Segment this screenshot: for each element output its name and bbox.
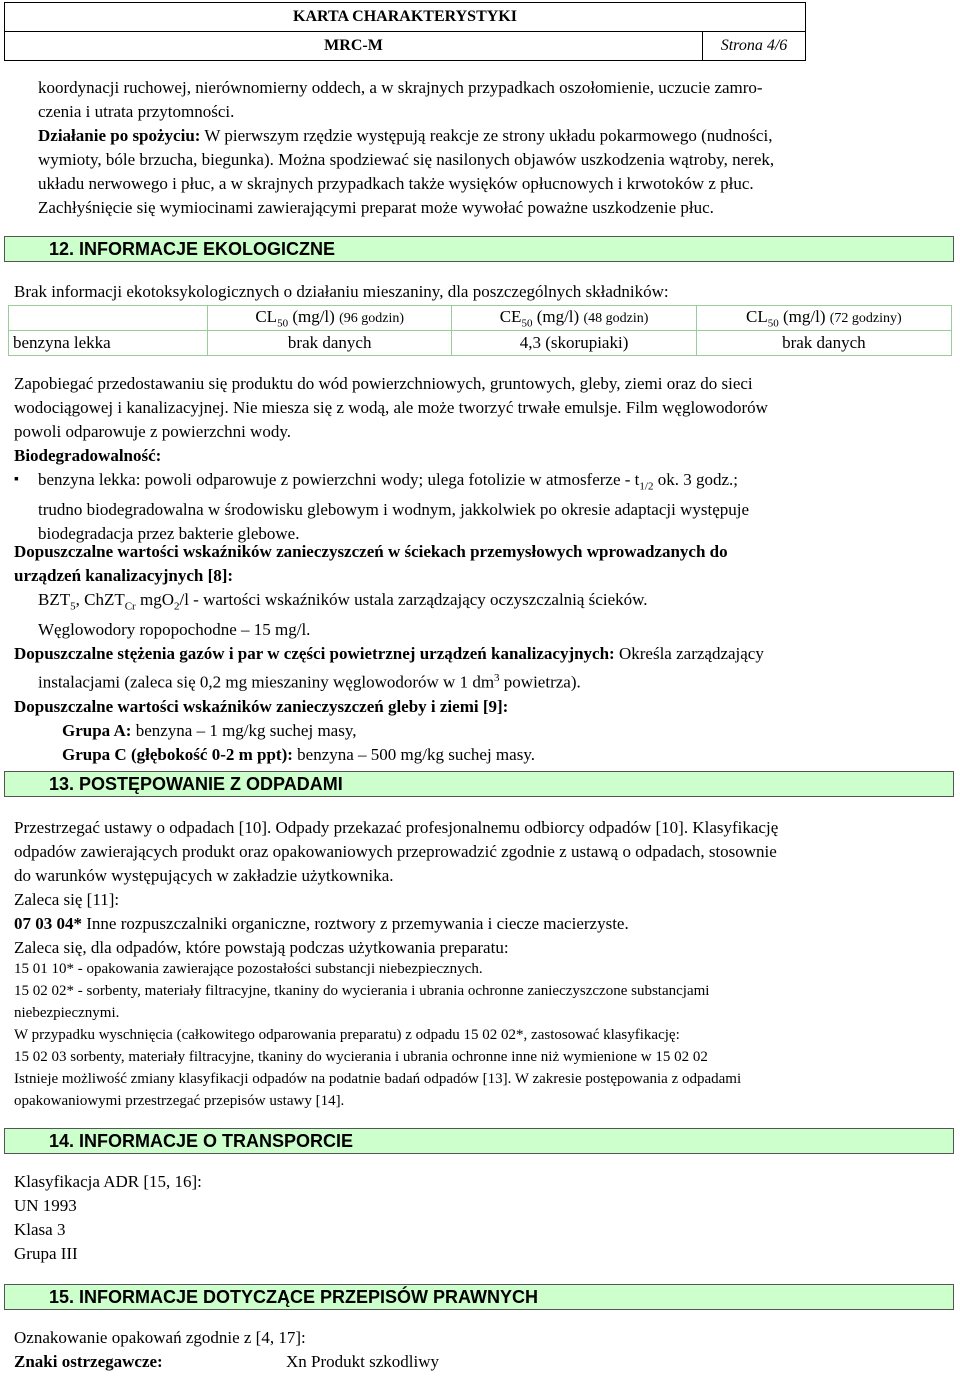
table-cell: brak danych — [696, 331, 951, 356]
section-14-heading: 14. INFORMACJE O TRANSPORCIE — [4, 1128, 954, 1154]
sewage-limits: Dopuszczalne wartości wskaźników zanieczyszczeń w ściekach przemysłowych wprowadzanych do urządzeń kanalizacyjnych [8]: $BZT_5$, ChZT$_{Cr}$ mgO$_2$/l - wartości wskaźników ustala zarządzający oczyszczalnią ścieków. Węglowodory ropopochodne – 15 mg/l. Dopuszczalne stężenia gazów i par w części powietrznej urządzeń kanalizacyjnych: Określa zarządzający instalacjami (zaleca się 0,2 mg mieszaniny węglowodorów w 1 $dm^3$ powietrza). Dopuszczalne wartości wskaźników zanieczyszczeń gleby i ziemi [9]: Grupa A: benzyna – 1 mg/kg suchej masy, Grupa C (głębokość 0-2 m ppt): benzyna – 500 mg/kg suchej masy. — [14, 542, 764, 765]
waste-paragraph: Przestrzegać ustawy o odpadach [10]. Odpady przekazać profesjonalnemu odbiorcy odpadów [10]. Klasyfikację odpadów zawierających produkt oraz opakowaniowych przeprowadzić zgodnie z ustawą o odpadach, stosownie do warunków występujących w zakładzie użytkownika. Zaleca się [11]: 07 03 04* Inne rozpuszczalniki organiczne, roztwory z przemywania i ciecze macierzyste. Zaleca się, dla odpadów, które powstają podczas użytkowania preparatu: — [14, 818, 779, 957]
section-12-heading: 12. INFORMACJE EKOLOGICZNE — [4, 236, 954, 262]
table-cell: benzyna lekka — [9, 331, 208, 356]
document-header — [4, 2, 806, 61]
table-header-row — [9, 306, 952, 331]
table-header-cell: $CE_{50}$ (mg/l) (48 godzin) — [452, 306, 696, 331]
sec11-line: Działanie po spożyciu: W pierwszym rzędzie występują reakcje ze strony układu pokarmowego (nudności, — [38, 126, 773, 145]
biodegradability-heading: Biodegradowalność: — [14, 446, 162, 465]
biodeg-list: benzyna lekka: powoli odparowuje z powierzchni wody; ulega fotolizie w atmosferze - $t_{1/2}$ ok. 3 godz.; trudno biodegradowalna w środowisku glebowym i wodnym, jakkolwiek po okresie adaptacji występuje biodegradacja przez bakterie glebowe. — [38, 470, 750, 544]
table-cell — [9, 306, 208, 331]
ecotox-table — [8, 305, 952, 356]
eco-paragraph: Zapobiegać przedostawaniu się produktu do wód powierzchniowych, gruntowych, gleby, ziemi oraz do sieci wodociągowej i kanalizacyjnej. Nie miesza się z wodą, ale może tworzyć trwałe emulsje. Film węglowodorów powoli odparowuje z powierzchni wody. Biodegradowalność: — [14, 372, 954, 468]
sec11-line: koordynacji ruchowej, nierównomierny oddech, a w skrajnych przypadkach oszołomienie, uczucie zamro- — [38, 78, 763, 97]
section-13-heading: 13. POSTĘPOWANIE Z ODPADAMI — [4, 771, 954, 797]
table-row — [9, 331, 952, 356]
bullet-icon: ▪ — [14, 472, 19, 487]
sec11-line: wymioty, bóle brzucha, biegunka). Można spodziewać się nasilonych objawów uszkodzenia wątroby, nerek, — [38, 150, 775, 169]
table-header-cell: $CL_{50}$ (mg/l) (96 godzin) — [208, 306, 452, 331]
sec11-line: Zachłyśnięcie się wymiocinami zawierającymi preparat może wywołać poważne uszkodzenie płuc. — [38, 198, 714, 217]
sec11-line: układu nerwowego i płuc, a w skrajnych przypadkach także wysięków opłucnowych i krwotoków z płuc. — [38, 174, 754, 193]
table-header-cell: $CL_{50}$ (mg/l) (72 godziny) — [696, 306, 951, 331]
transport-info: Klasyfikacja ADR [15, 16]: UN 1993 Klasa 3 Grupa III — [14, 1172, 202, 1263]
page-number: Strona 4/6 — [703, 32, 806, 61]
ingestion-label: Działanie po spożyciu: — [38, 126, 201, 145]
product-code: MRC-M — [5, 32, 703, 61]
eco-intro: Brak informacji ekotoksykologicznych o działaniu mieszaniny, dla poszczególnych składników: — [14, 282, 669, 301]
sec11-line: czenia i utrata przytomności. — [38, 102, 235, 121]
table-cell: brak danych — [208, 331, 452, 356]
legal-info: Oznakowanie opakowań zgodnie z [4, 17]: Znaki ostrzegawcze: Xn Produkt szkodliwy — [14, 1328, 439, 1371]
sec11-text — [14, 76, 954, 220]
waste-codes: 15 01 10* - opakowania zawierające pozostałości substancji niebezpiecznych. 15 02 02* - sorbenty, materiały filtracyjne, tkaniny do wycierania i ubrania ochronne zanieczyszczone substancjami niebezpiecznymi. W przypadku wyschnięcia (całkowitego odparowania preparatu) z odpadu 15 02 02*, zastosować klasyfikację: 15 02 03 sorbenty, materiały filtracyjne, tkaniny do wycierania i ubrania ochronne inne niż wymienione w 15 02 02 Istnieje możliwość zmiany klasyfikacji odpadów na podatnie badań odpadów [13]. W zakresie postępowania z odpadami opakowaniowymi przestrzegać przepisów ustawy [14]. — [14, 961, 742, 1109]
section-15-heading: 15. INFORMACJE DOTYCZĄCE PRZEPISÓW PRAWNYCH — [4, 1284, 954, 1310]
table-cell: 4,3 (skorupiaki) — [452, 331, 696, 356]
document-title: KARTA CHARAKTERYSTYKI — [5, 3, 806, 32]
